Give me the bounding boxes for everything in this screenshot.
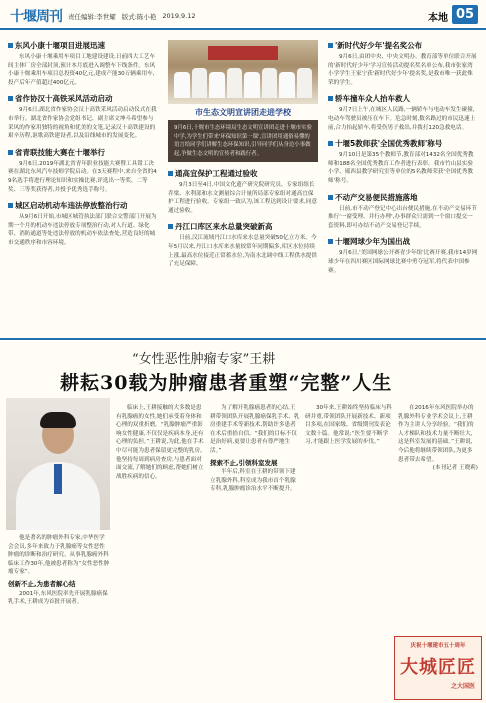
news-article [8,93,158,140]
news-article [168,221,318,268]
article-body: 9月6日,湖北省作家协会汉十高铁采风活动启动仪式在我市举行。湖北省作家协会党组书记、副主席文坤斗希望参与采风的作家用独特的视角和优美的文笔,记录汉十高铁建设的艰辛历程,讴歌高铁建设者,以及沿线城市的发展变化。 [8,107,157,140]
photo-caption: 9月6日,十堰市生态环境局生态文明宣讲团走进十堰市实验中学,为学生们带来'环保知识第一课',宣讲团用通俗易懂的语言给同学们讲解生态环保知识,引导同学们从身边小事做起,争做生态文明的宣传者和践行者。 [168,120,318,162]
bullet-square-icon [8,150,13,155]
feature-paragraph: 他是著名的肿瘤外科专家,中华医学会会员,多年来致力于乳腺癌等女性恶性肿瘤的诊断和治疗研究。从事乳腺癌外科临床工作30年,他被患者称为“女性恶性肿瘤专家”。 [8,535,110,576]
article-title: 东风小康十堰项目进展迅速 [15,41,105,50]
bullet-square-icon [328,239,333,244]
article-title: 丹江口库区来水总量突破新高 [175,222,273,232]
feature-headline: 耕耘30载为肿瘤患者重塑“完整”人生 [60,372,393,394]
brand-title: 十堰周刊 [10,9,62,25]
promo-title: 大城匠匠 [400,657,476,678]
article-title: 通高宜保护工程通过验收 [175,169,258,178]
feature-column-2 [116,404,206,481]
promo-line: 庆祝十堰建市五十周年 [410,643,466,649]
photo-title: 市生态文明宣讲团走进学校 [195,108,291,117]
article-title: 城区启动机动车违法停放整治行动 [15,201,128,211]
news-article [168,168,318,215]
bullet-square-icon [8,96,13,101]
feature-kicker: “女性恶性肿瘤专家”王耕 [132,352,276,367]
promo-banner [394,636,482,700]
article-body: 9月6日,'美国网球公开赛青少年组'比赛开赛,我市14岁网球少年在四川赛区国际网球比赛中勇夺冠军,将代表中国参赛。 [328,250,478,274]
feature-paragraph: 临床上,王耕接触的大多数是患有乳腺癌的女性,她们承受着身体和心理的双重折磨。“乳腺肿瘤严重影响女性健康,不仅仅是疾病本身,还有心理的负担。”王耕说,为此,他在手术中尽可能为患者保留更完整的乳房。他坚持每周到病房查房,与患者面对面交流,了解她们的顾虑,帮她们树立战胜疾病的信心。 [116,405,206,480]
news-article [8,40,158,87]
article-title: 十堰网球少年为国出战 [335,237,410,247]
section-divider [0,338,486,340]
article-body: 9月7日上午,在城区人民路,一辆轿车与电动车发生碰撞,电动车驾驶员被压在车下。危急时刻,数名路过的市民迅速上前,合力抬起轿车,将受伤男子救出,并拨打120急救电话。 [328,107,476,131]
feature-column-3 [210,404,300,494]
article-body: 9月3日至4日,中国文化遗产研究院研究员、专家组组长乔梁、水利部和水文测量综合计量所局部专家组对通高宜保护工程进行验收。专家组一致认为,该工程达到设计要求,同意通过验收。 [168,182,317,214]
feature-paragraph: 半年后,科室在王耕的带领下建立乳腺外科,科室成为我市首个乳腺专科,乳腺肿瘤诊治水平不断提升。 [210,469,296,493]
editor-credit: 责任编辑:李世耀 [68,12,116,21]
feature-story [0,342,486,703]
bullet-square-icon [328,43,333,48]
news-article [328,138,478,185]
masthead [10,6,196,26]
news-column-3 [328,40,478,281]
feature-paragraph: 为了解开乳腺癌患者的心结,王耕带领团队开展乳腺癌保乳手术、乳房重建手术等新技术,帮助许多患者在术后重拾自信。“我们的目标不仅是治好病,更要让患者有尊严地生活。” [210,405,300,454]
article-title: 不动产交易便民措施落地 [335,192,418,202]
section-name: 本地 [428,13,448,24]
news-article [328,192,478,231]
news-article [8,147,158,194]
reporter-credit: (本刊记者 王晓莉) [432,465,478,472]
article-title: 省作协汉十高铁采风活动启动 [15,94,113,104]
feature-column-4 [305,404,393,447]
news-column-1 [8,40,158,254]
bullet-square-icon [168,171,173,176]
news-article [328,93,478,132]
bullet-square-icon [8,43,13,48]
designer-credit: 版式:陈小艳 [121,12,157,21]
feature-subheading: 创新不止,为患者解心结 [8,579,76,588]
article-title: 轿车撞车众人抬车救人 [335,94,410,104]
feature-column-5 [398,404,478,473]
news-column-2 [168,40,318,275]
bullet-square-icon [8,203,13,208]
promo-subtitle: 之大国医 [450,683,475,690]
news-article [8,200,158,247]
page-number: 05 [452,5,478,24]
article-title: '新时代好少年'提名奖公布 [335,41,423,50]
article-title: 省青联技能大赛在十堰举行 [15,147,105,157]
issue-date: 2019.9.12 [162,12,196,20]
feature-paragraph: 30年来,王耕始终坚持临床与科研并重,带领团队开展新技术、新项目多项,在国家级、省级期刊发表论文数十篇。他常说:“医生要不断学习,才能跟上医学发展的步伐。” [305,405,393,446]
portrait-photo [6,398,110,530]
page-header [0,0,486,30]
banner-sign [208,46,278,60]
bullet-square-icon [328,96,333,101]
bullet-square-icon [328,141,333,146]
news-article [328,40,478,87]
article-body: 9月6日,2019年湖北省青年职业技能大赛暨工具钳工决赛在湖北东风汽车技师学院启动。在3天赛程中,来自全省的49名选手将进行理论知识和实操比赛,评选出一等奖、二等奖、三等奖获得者,并授予优秀选手称号。 [8,160,157,193]
article-body: 日前,汉江流域丹江口水库来水总量突破50亿立方米。今年5月以来,丹江口水库来水量较常年同期偏多,库区水位持续上涨,最高水位接近正常蓄水位,为南水北调中线工程供水提供了充足保障。 [168,235,317,268]
feature-column-1 [8,534,110,607]
article-body: 东风小康十堰乘用车项目工地建设建设,日前四大工艺车间主体厂房全部封顶,预计本月底进入调整车下线条件。东风小康十堰乘用车项目总投资40亿元,建成产能30万辆乘用车,投产后年产值超过400亿元。 [8,54,156,86]
article-body: 9月6日,由团中央、中央文明办、教育部等单位联合开展的'新时代好少年'学习宣传活动提名奖名单公布,我市张家湾小学学生王家宁获'新时代好少年'提名奖,是我市唯一获此殊荣的学生。 [328,54,477,86]
article-body: 9月10日是第35个教师节,教育部对1432名全国优秀教师和188名全国优秀教育工作者进行表彰。我市竹山县实验小学、郧西县教学研究室等单位的5名教师荣获'全国优秀教师'称号。 [328,152,474,184]
article-title: 十堰5教师获'全国优秀教师'称号 [335,139,443,149]
news-photo [168,40,318,104]
news-article [328,236,478,275]
bullet-square-icon [328,195,333,200]
feature-paragraph: 2001年,东风医院率先开展乳腺癌保乳手术,王耕成为首批开展者。 [8,590,108,606]
article-body: 日前,市不动产登记中心出台便民措施,在不动产交易环节推行'一窗受理、并行办理',办事群众只需到一个窗口提交一套资料,即可办结不动产交易登记手续。 [328,205,477,229]
bullet-square-icon [168,224,173,229]
feature-paragraph: 在2016年东风医院举办的乳腺外科专业学术会议上,王耕作为主讲人分享经验。“我们的人才梯队和技术力量不断壮大,这是科室发展的基础。”王耕说,今后他将继续带领团队,为更多患者带去希望。 [398,405,474,463]
article-body: 从9月6日开始,市城区城管执法部门联合交警部门开展为期一个月的机动车违法停放专项整治行动,对人行道、绿化带、消防通道等处违法停放的机动车依法查处,营造良好的城市交通秩序和市容环境。 [8,214,157,246]
feature-subheading: 探索不止,引领科室发展 [210,458,278,467]
